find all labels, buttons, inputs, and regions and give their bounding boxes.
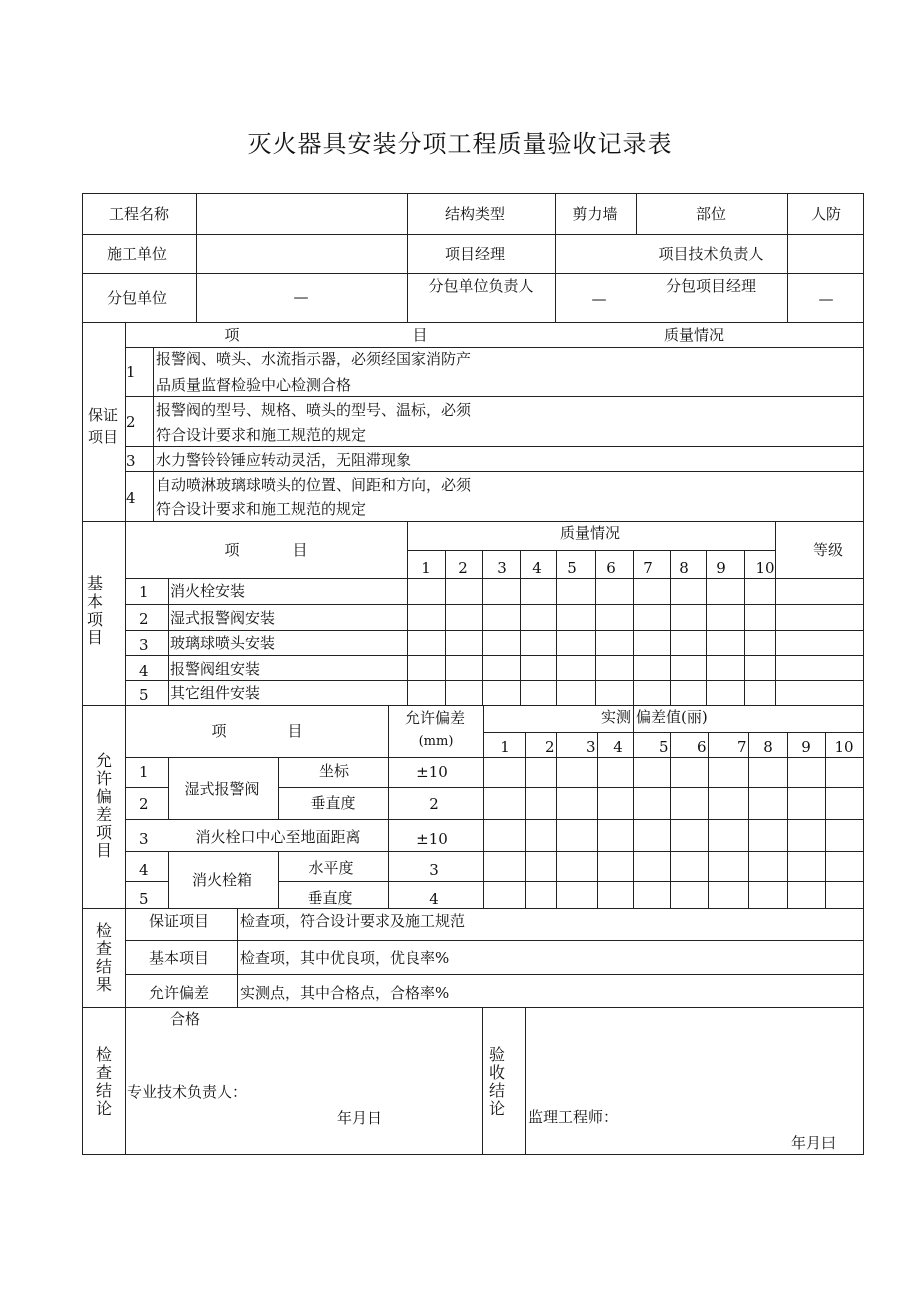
tolerance-side-label: 允许偏差项目: [95, 751, 112, 860]
basic-col-grade: 等级: [812, 541, 844, 559]
sub-manager-value: —: [818, 290, 834, 308]
guarantee-text: 报警阀、喷头、水流指示器，必须经国家消防产: [156, 350, 472, 368]
basic-col-number: 10: [755, 559, 775, 577]
tolerance-row-allow: ±10: [416, 763, 448, 781]
basic-col-number: 4: [532, 559, 542, 577]
structure-type-label: 结构类型: [444, 205, 506, 223]
basic-col-quality: 质量情况: [559, 524, 621, 542]
basic-col-number: 7: [643, 559, 653, 577]
guarantee-no: 2: [126, 413, 136, 431]
tolerance-col-number: 7: [737, 738, 747, 756]
supervisor-sign-label: 监理工程师：: [528, 1108, 619, 1126]
tolerance-group-label: 湿式报警阀: [184, 780, 260, 798]
check-result-text: 检查项，其中优良项，优良率%: [240, 949, 450, 967]
tolerance-row-no: 2: [139, 795, 149, 813]
basic-row-text: 消火栓安装: [170, 582, 246, 600]
tolerance-row-allow: 2: [429, 795, 439, 813]
basic-row-no: 4: [139, 662, 149, 680]
tolerance-row-sub: 消火栓口中心至地面距离: [195, 828, 361, 846]
guarantee-no: 1: [126, 363, 136, 381]
basic-row-text: 玻璃球喷头安装: [170, 634, 276, 652]
conclusion-side-label: 检查结论: [95, 1045, 112, 1118]
tolerance-col-number: 1: [500, 738, 510, 756]
tolerance-col-number: 6: [697, 738, 707, 756]
tolerance-col-unit: (mm): [418, 734, 454, 749]
date-right: 年月曰: [791, 1134, 837, 1152]
tolerance-row-no: 3: [139, 830, 149, 848]
guarantee-col-item-b: 目: [412, 326, 428, 344]
sub-manager-label: 分包项目经理: [665, 277, 757, 295]
basic-col-number: 2: [458, 559, 468, 577]
tolerance-row-no: 5: [139, 890, 149, 908]
tolerance-row-sub: 垂直度: [310, 794, 356, 812]
guarantee-text: 水力警铃铃锤应转动灵活，无阻滞现象: [156, 451, 412, 469]
tolerance-col-number: 4: [613, 738, 623, 756]
basic-col-number: 3: [497, 559, 507, 577]
check-result-text: 检查项，符合设计要求及施工规范: [240, 912, 466, 930]
basic-row-text: 报警阀组安装: [170, 660, 261, 678]
basic-row-no: 3: [139, 636, 149, 654]
guarantee-side-label: 保证项目: [88, 406, 119, 446]
guarantee-text: 品质量监督检验中心检测合格: [156, 376, 352, 394]
conclusion-result: 合格: [170, 1010, 201, 1028]
basic-col-item-b: 目: [292, 541, 308, 559]
guarantee-no: 3: [126, 452, 136, 470]
tolerance-col-item-b: 目: [287, 722, 303, 740]
guarantee-text: 符合设计要求和施工规范的规定: [156, 426, 367, 444]
check-result-label: 保证项目: [148, 912, 210, 930]
tolerance-row-allow: ±10: [416, 830, 448, 848]
guarantee-no: 4: [126, 489, 136, 507]
tolerance-col-number: 8: [763, 738, 773, 756]
construction-unit-label: 施工单位: [106, 245, 168, 263]
tech-lead-label: 项目技术负责人: [658, 245, 764, 263]
part-value: 人防: [810, 205, 842, 223]
project-name-label: 工程名称: [108, 205, 170, 223]
sub-lead-label: 分包单位负责人: [428, 277, 534, 295]
basic-row-no: 1: [139, 583, 149, 601]
tolerance-row-sub: 垂直度: [307, 889, 353, 907]
check-result-side-label: 检查结果: [95, 921, 112, 994]
tolerance-col-measured-b: 偏差值(丽): [636, 708, 708, 726]
sub-lead-value: —: [591, 290, 607, 308]
tolerance-col-allow: 允许偏差: [404, 709, 466, 727]
guarantee-text: 报警阀的型号、规格、喷头的型号、温标，必须: [156, 401, 472, 419]
check-result-label: 允许偏差: [148, 984, 210, 1002]
check-result-label: 基本项目: [148, 949, 210, 967]
subcontractor-label: 分包单位: [106, 289, 168, 307]
basic-col-item-a: 项: [224, 541, 240, 559]
check-result-text: 实测点，其中合格点，合格率%: [240, 984, 450, 1002]
guarantee-text: 自动喷淋玻璃球喷头的位置、间距和方向，必须: [156, 476, 472, 494]
basic-side-label: 基本项目: [86, 574, 103, 647]
page-title: 灭火器具安装分项工程质量验收记录表: [247, 130, 673, 158]
basic-row-text: 其它组件安装: [170, 684, 261, 702]
tolerance-group-label: 消火栓箱: [191, 871, 253, 889]
guarantee-text: 符合设计要求和施工规范的规定: [156, 500, 367, 518]
tolerance-row-allow: 4: [429, 890, 439, 908]
tolerance-row-no: 4: [139, 861, 149, 879]
tolerance-row-sub: 水平度: [308, 859, 354, 877]
basic-col-number: 5: [567, 559, 577, 577]
tolerance-row-sub: 坐标: [318, 762, 350, 780]
tech-lead-sign-label: 专业技术负责人：: [127, 1083, 248, 1101]
subcontractor-value: —: [293, 288, 309, 306]
guarantee-col-quality: 质量情况: [663, 326, 725, 344]
tolerance-col-number: 2: [545, 738, 555, 756]
tolerance-col-number: 5: [659, 738, 669, 756]
tolerance-row-allow: 3: [429, 861, 439, 879]
basic-col-number: 9: [716, 559, 726, 577]
guarantee-col-item-a: 项: [224, 326, 240, 344]
tolerance-row-no: 1: [139, 763, 149, 781]
tolerance-col-number: 3: [586, 738, 596, 756]
basic-row-no: 2: [139, 610, 149, 628]
project-manager-label: 项目经理: [444, 245, 506, 263]
structure-type-value: 剪力墙: [572, 205, 618, 223]
tolerance-col-measured-a: 实测: [601, 708, 632, 726]
acceptance-side-label: 验收结论: [488, 1045, 505, 1118]
basic-col-number: 6: [606, 559, 616, 577]
tolerance-col-number: 10: [834, 738, 854, 756]
date-left: 年月日: [337, 1109, 383, 1127]
tolerance-col-number: 9: [801, 738, 811, 756]
part-label: 部位: [695, 205, 727, 223]
basic-row-no: 5: [139, 686, 149, 704]
basic-col-number: 1: [421, 559, 431, 577]
tolerance-col-item-a: 项: [211, 722, 227, 740]
basic-row-text: 湿式报警阀安装: [170, 609, 276, 627]
basic-col-number: 8: [679, 559, 689, 577]
